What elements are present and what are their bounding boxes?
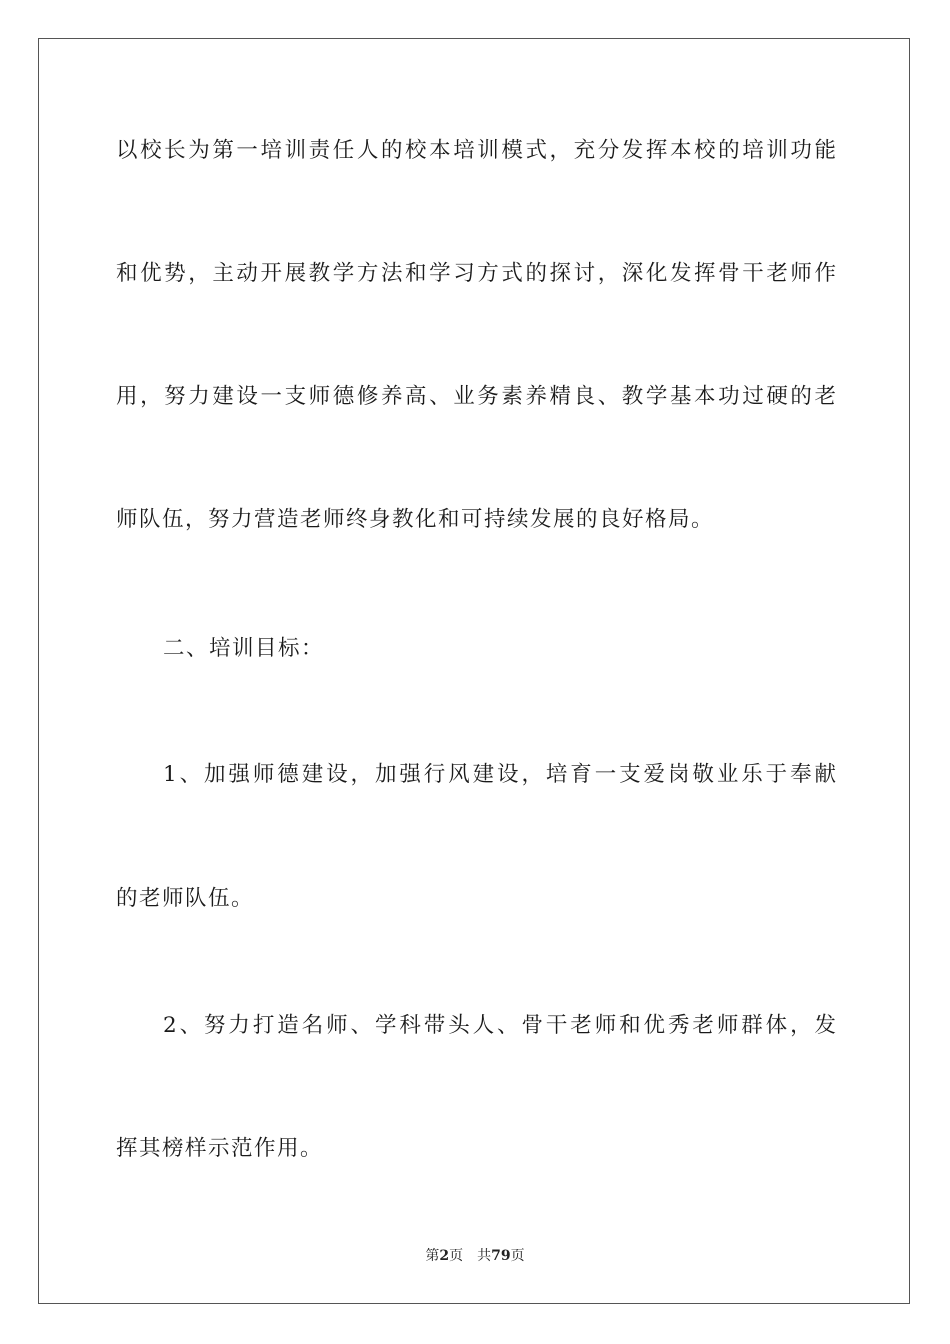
body-line-4: 师队伍，努力营造老师终身教化和可持续发展的良好格局。: [116, 507, 715, 532]
footer-page-prefix: 第: [425, 1248, 440, 1264]
footer-total-pages: 79: [491, 1248, 511, 1264]
page-footer: [0, 1246, 950, 1266]
footer-total-suffix: 页: [510, 1248, 525, 1264]
footer-page-number: 2: [439, 1248, 450, 1264]
footer-total-prefix: 共: [477, 1248, 492, 1264]
page-border: [38, 38, 910, 1304]
goal-1-line-1: 1、加强师德建设，加强行风建设，培育一支爱岗敬业乐于奉献: [163, 762, 836, 787]
body-line-1: 以校长为第一培训责任人的校本培训模式，充分发挥本校的培训功能: [116, 138, 836, 163]
footer-page-suffix: 页: [449, 1248, 464, 1264]
body-line-2: 和优势，主动开展教学方法和学习方式的探讨，深化发挥骨干老师作: [116, 261, 836, 286]
goal-2-line-2: 挥其榜样示范作用。: [116, 1136, 324, 1161]
goal-1-line-2: 的老师队伍。: [116, 886, 255, 911]
body-line-3: 用，努力建设一支师德修养高、业务素养精良、教学基本功过硬的老: [116, 384, 836, 409]
goal-2-line-1: 2、努力打造名师、学科带头人、骨干老师和优秀老师群体，发: [163, 1013, 836, 1038]
section-heading-training-goals: 二、培训目标：: [163, 636, 325, 661]
